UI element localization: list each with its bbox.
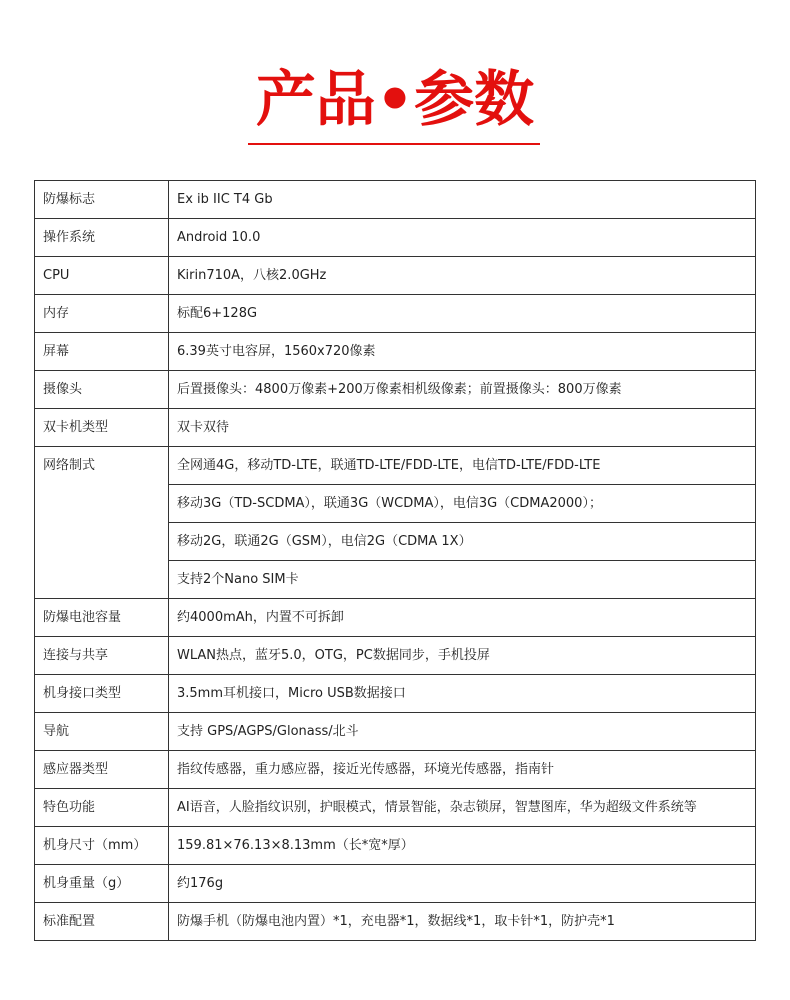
spec-table-body [35,181,756,941]
spec-label: 操作系统 [35,219,169,257]
page-title: 产品•参数 [255,65,535,135]
spec-value: 支持2个Nano SIM卡 [169,561,756,599]
spec-value: 全网通4G，移动TD-LTE，联通TD-LTE/FDD-LTE，电信TD-LTE/FDD-LTE [169,447,756,485]
spec-value: 后置摄像头：4800万像素+200万像素相机级像素；前置摄像头：800万像素 [169,371,756,409]
spec-value: 159.81×76.13×8.13mm（长*宽*厚） [169,827,756,865]
spec-label: 双卡机类型 [35,409,169,447]
title-area [0,62,790,138]
spec-row [35,751,756,789]
spec-row [35,219,756,257]
spec-row [35,637,756,675]
spec-value: 支持 GPS/AGPS/Glonass/北斗 [169,713,756,751]
spec-label: 防爆电池容量 [35,599,169,637]
spec-row [35,333,756,371]
spec-label: CPU [35,257,169,295]
spec-table [34,180,756,941]
spec-value: 约176g [169,865,756,903]
spec-label: 导航 [35,713,169,751]
spec-value: AI语音，人脸指纹识别，护眼模式，情景智能，杂志锁屏，智慧图库，华为超级文件系统等 [169,789,756,827]
spec-label: 机身接口类型 [35,675,169,713]
spec-row [35,599,756,637]
spec-label: 特色功能 [35,789,169,827]
spec-value: Ex ib IIC T4 Gb [169,181,756,219]
spec-row [35,371,756,409]
spec-row [35,409,756,447]
spec-value: Android 10.0 [169,219,756,257]
spec-label: 屏幕 [35,333,169,371]
spec-row [35,447,756,485]
spec-row [35,257,756,295]
spec-value: 指纹传感器，重力感应器，接近光传感器，环境光传感器，指南针 [169,751,756,789]
spec-label: 网络制式 [35,447,169,599]
spec-label: 机身尺寸（mm） [35,827,169,865]
spec-value: 约4000mAh，内置不可拆卸 [169,599,756,637]
spec-label: 标准配置 [35,903,169,941]
spec-value: 6.39英寸电容屏，1560x720像素 [169,333,756,371]
spec-label: 防爆标志 [35,181,169,219]
spec-row [35,903,756,941]
spec-value: 3.5mm耳机接口，Micro USB数据接口 [169,675,756,713]
spec-value: 标配6+128G [169,295,756,333]
spec-label: 摄像头 [35,371,169,409]
spec-row [35,181,756,219]
spec-value: 移动3G（TD-SCDMA），联通3G（WCDMA），电信3G（CDMA2000）； [169,485,756,523]
spec-row [35,675,756,713]
spec-value: Kirin710A，八核2.0GHz [169,257,756,295]
spec-label: 连接与共享 [35,637,169,675]
spec-label: 感应器类型 [35,751,169,789]
spec-value: 移动2G，联通2G（GSM），电信2G（CDMA 1X） [169,523,756,561]
spec-row [35,865,756,903]
spec-row [35,827,756,865]
title-underline [248,143,540,145]
spec-row [35,295,756,333]
spec-value: 双卡双待 [169,409,756,447]
spec-row [35,789,756,827]
spec-row [35,713,756,751]
spec-label: 内存 [35,295,169,333]
spec-label: 机身重量（g） [35,865,169,903]
spec-value: WLAN热点，蓝牙5.0，OTG，PC数据同步，手机投屏 [169,637,756,675]
spec-value: 防爆手机（防爆电池内置）*1，充电器*1，数据线*1，取卡针*1，防护壳*1 [169,903,756,941]
